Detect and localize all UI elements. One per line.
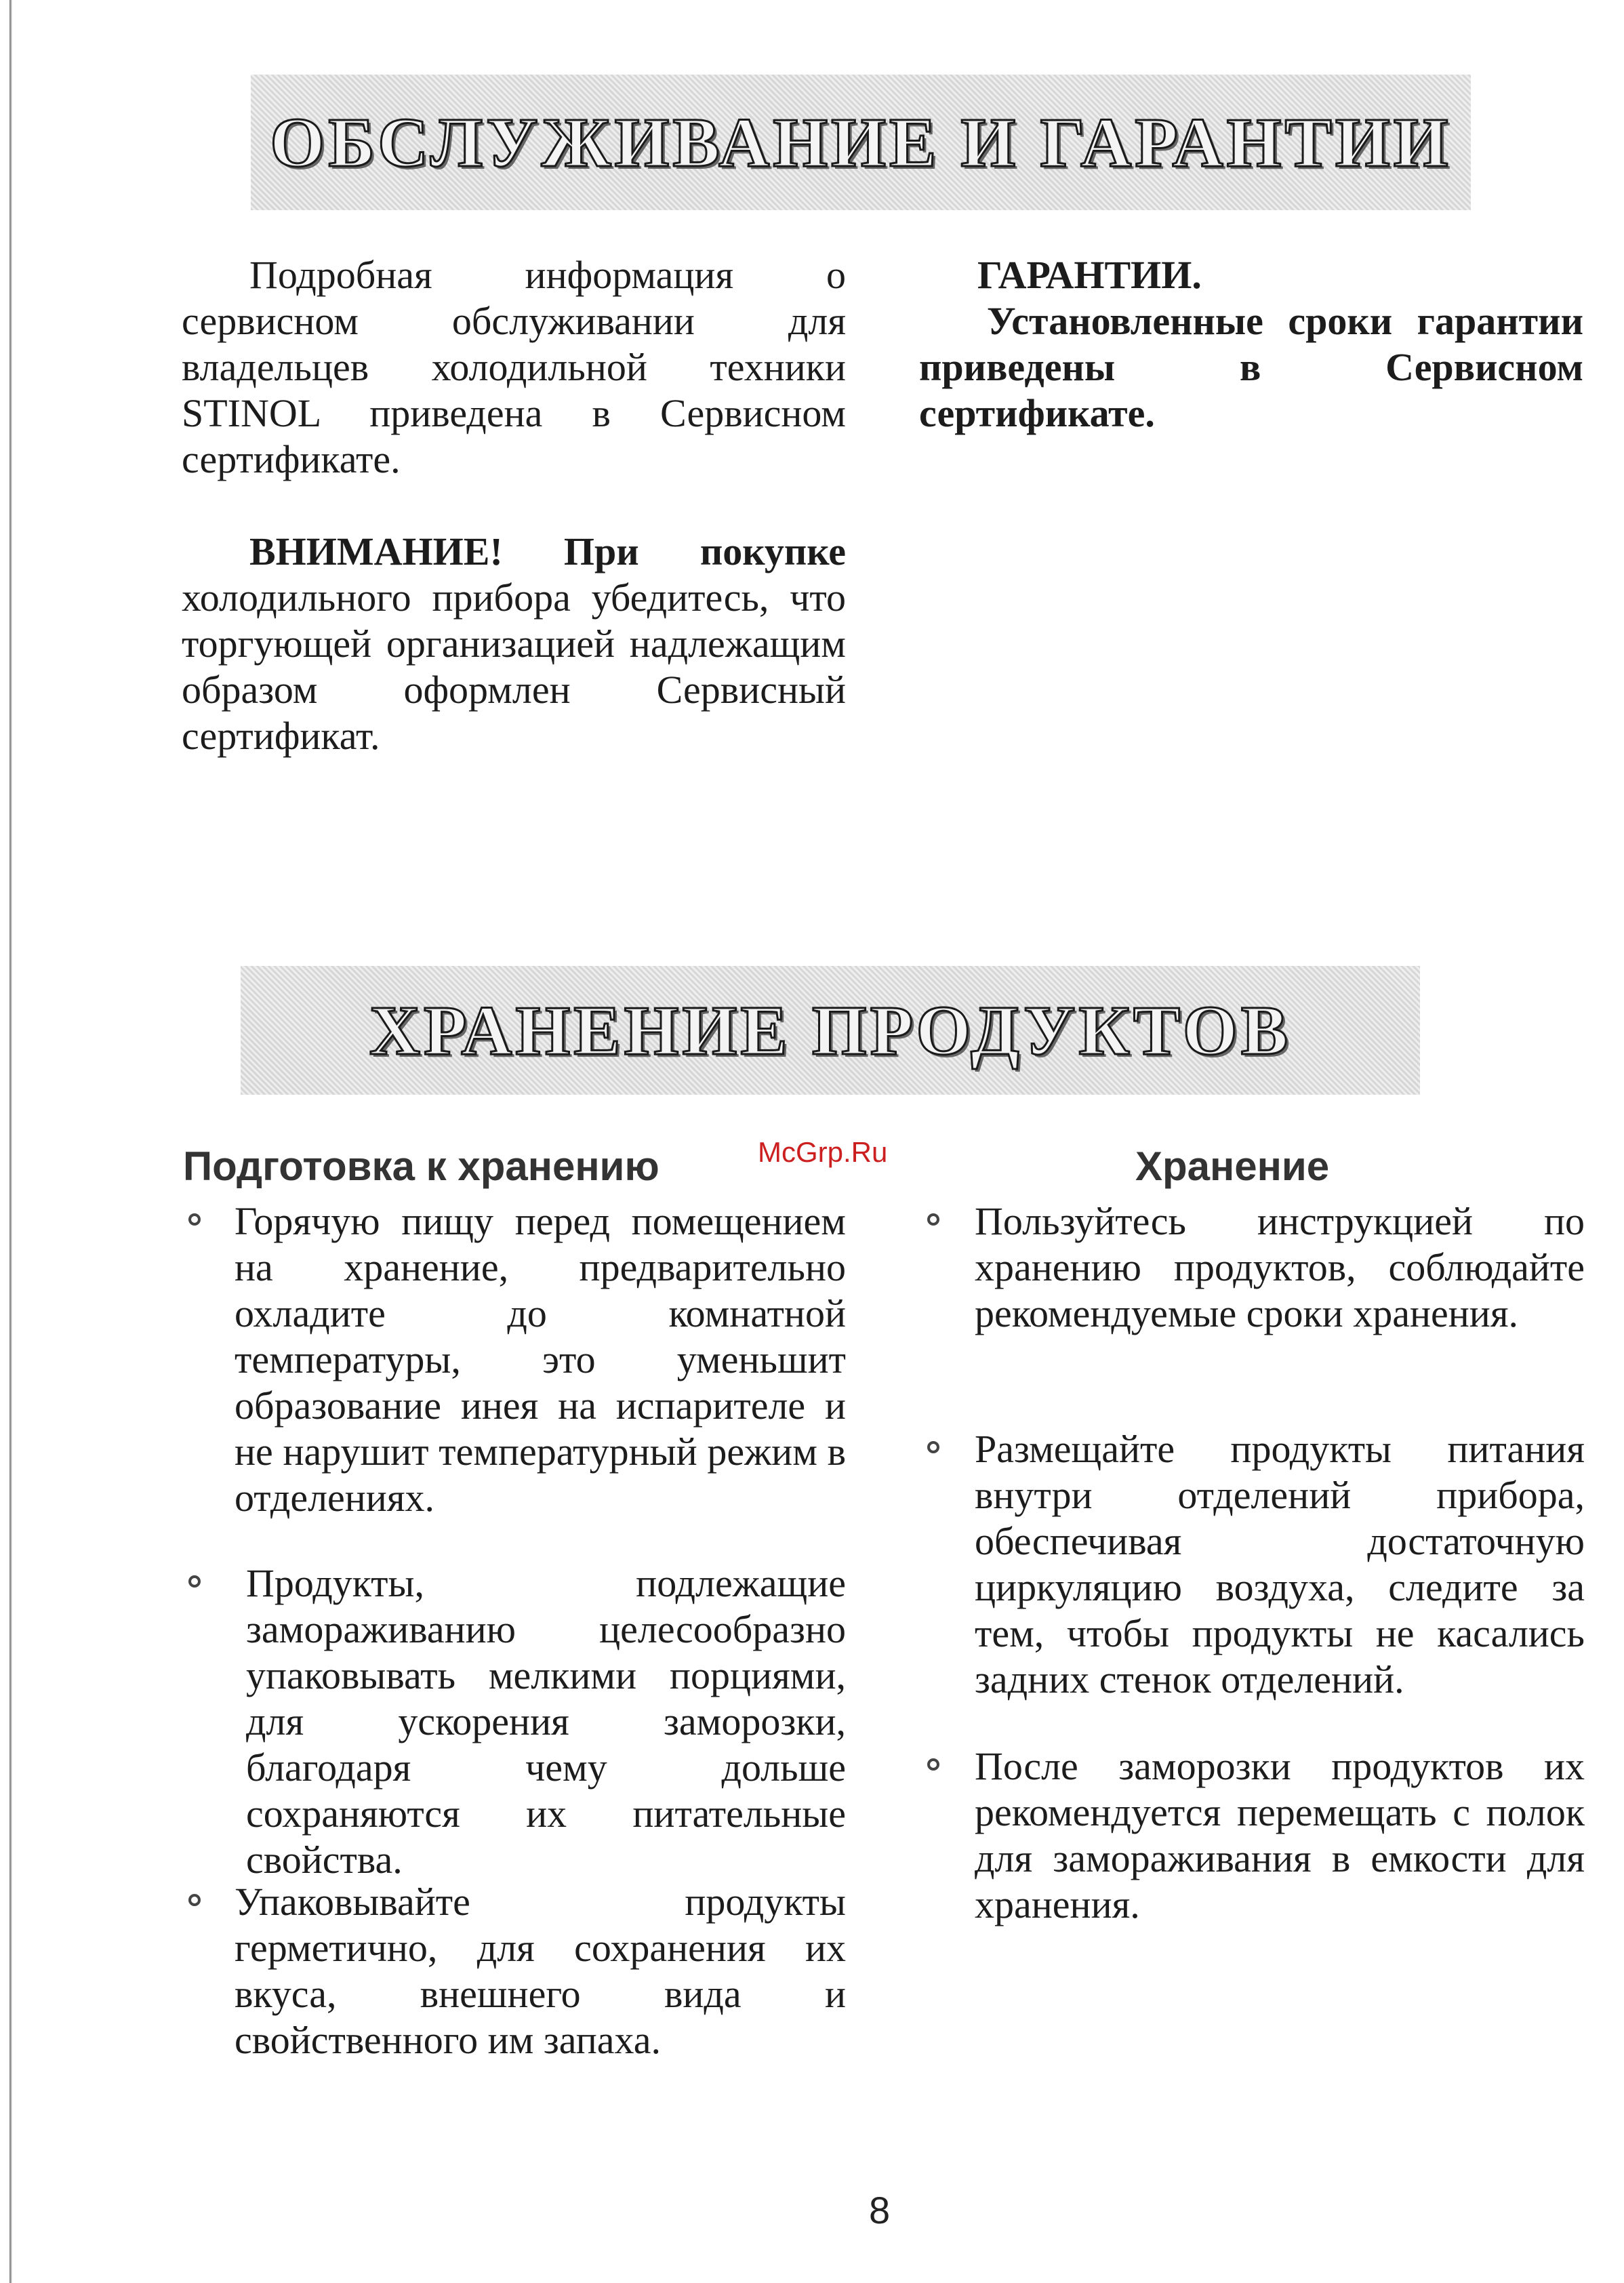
page-number: 8 xyxy=(869,2189,891,2231)
storage-item-text: Пользуйтесь инструкцией по хранению продуктов, соблюдайте рекомендуемые сроки хранения. xyxy=(975,1199,1585,1335)
watermark-text: McGrp.Ru xyxy=(758,1136,888,1168)
preparation-item xyxy=(188,1560,846,1883)
food-storage-title: ХРАНЕНИЕ ПРОДУКТОВ xyxy=(369,991,1292,1070)
attention-emphasis: При покупке xyxy=(563,529,846,573)
warranty-column xyxy=(919,252,1583,437)
service-warranty-banner xyxy=(251,75,1471,210)
preparation-item-text: Горячую пищу перед помещением на хранение, предварительно охладите до комнатной температуры, это уменьшит образование инея на испарителе и не нарушит температурный режим в отделениях. xyxy=(235,1199,846,1520)
attention-paragraph xyxy=(182,529,846,759)
food-storage-banner xyxy=(241,966,1420,1095)
bullet-icon xyxy=(188,1894,201,1906)
service-info-column xyxy=(182,252,846,759)
warranty-text: Установленные сроки гарантии приведены в Сервисном сертификате. xyxy=(919,299,1583,435)
preparation-item xyxy=(188,1198,846,1521)
preparation-item xyxy=(188,1879,846,2063)
storage-item xyxy=(927,1743,1585,1928)
warranty-heading: ГАРАНТИИ. xyxy=(977,253,1202,297)
storage-item-text: Размещайте продукты питания внутри отделений прибора, обеспечивая достаточную циркуляцию воздуха, следите за тем, чтобы продукты не касались задних стенок отделений. xyxy=(975,1427,1585,1701)
page-edge xyxy=(9,0,12,2283)
preparation-item-text: Продукты, подлежащие замораживанию целесообразно упаковывать мелкими порциями, для ускорения заморозки, благодаря чему дольше сохраняются их питательные свойства. xyxy=(246,1561,846,1882)
preparation-heading: Подготовка к хранению xyxy=(183,1144,659,1189)
storage-heading: Хранение xyxy=(1135,1144,1330,1189)
bullet-icon xyxy=(927,1441,939,1453)
bullet-icon xyxy=(927,1213,939,1226)
attention-label: ВНИМАНИЕ! xyxy=(249,529,503,573)
bullet-icon xyxy=(188,1213,201,1226)
bullet-icon xyxy=(188,1575,201,1588)
service-warranty-title: ОБСЛУЖИВАНИЕ И ГАРАНТИИ xyxy=(270,103,1452,182)
storage-item xyxy=(927,1198,1585,1337)
preparation-item-text: Упаковывайте продукты герметично, для сохранения их вкуса, внешнего вида и свойственного им запаха. xyxy=(235,1880,846,2062)
attention-text: холодильного прибора убедитесь, что торгующей организацией надлежащим образом оформлен Сервисный сертификат. xyxy=(182,575,846,758)
storage-item-text: После заморозки продуктов их рекомендуется перемещать с полок для замораживания в емкости для хранения. xyxy=(975,1744,1585,1926)
service-intro-paragraph: Подробная информация о сервисном обслуживании для владельцев холодильной техники STINOL приведена в Сервисном сертификате. xyxy=(182,253,846,481)
bullet-icon xyxy=(927,1758,939,1771)
storage-item xyxy=(927,1426,1585,1703)
